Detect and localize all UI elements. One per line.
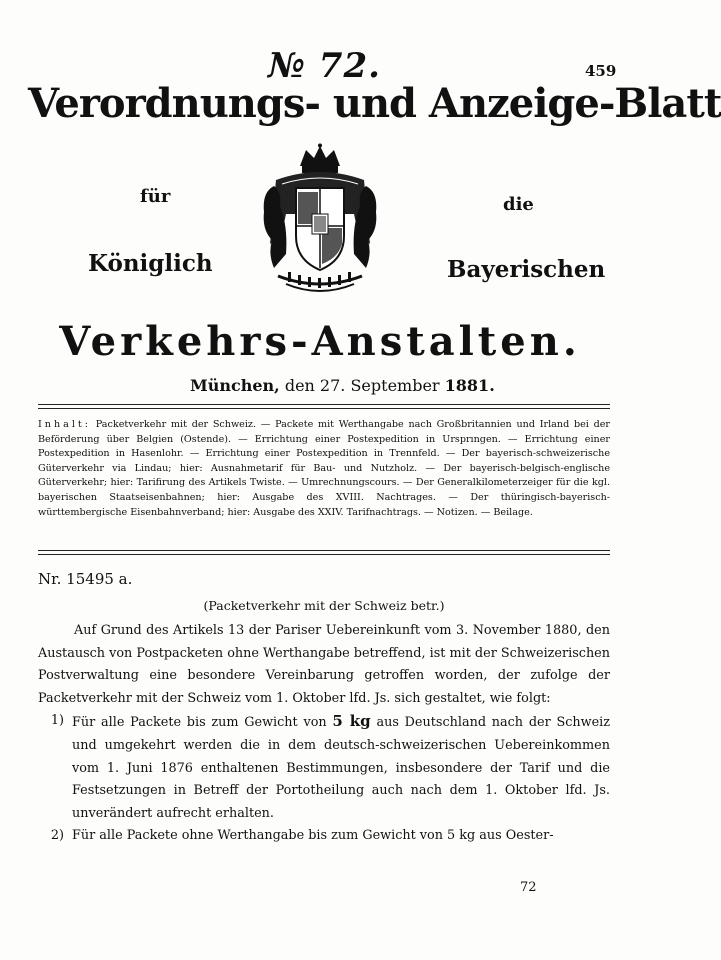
- table-of-contents: [38, 418, 610, 520]
- list-item: [38, 710, 610, 825]
- date-city: München,: [190, 376, 280, 395]
- item-text-a: Für alle Packete ohne Werthangabe bis zum Gewicht von 5 kg aus Oester-: [72, 828, 554, 844]
- toc-label: Inhalt:: [38, 419, 92, 430]
- article-intro: Auf Grund des Artikels 13 der Pariser Uebereinkunft vom 3. November 1880, den Austausch von Postpacketen ohne Werthangabe betreffend, ist mit der Schweizerischen Postverwaltung eine besondere Vereinbarung getroffen worden, der zufolge der Packetverkehr mit der Schweiz vom 1. Oktober lfd. Js. sich gestaltet, wie folgt:: [38, 623, 610, 706]
- list-item-number: 1): [50, 713, 64, 729]
- divider: [38, 404, 610, 405]
- divider: [38, 554, 610, 555]
- article-caption: (Packetverkehr mit der Schweiz betr.): [203, 598, 445, 613]
- list-item-number: 2): [50, 828, 64, 844]
- item-text-a: Für alle Packete bis zum Gewicht von: [72, 715, 327, 731]
- date-year: 1881.: [444, 376, 495, 395]
- date-rest: den 27. September: [284, 376, 440, 395]
- title-die: die: [503, 194, 534, 215]
- list-item-text: [72, 710, 610, 825]
- article-body: [38, 620, 610, 848]
- item-text-bold: 5 kg: [332, 712, 371, 731]
- coat-of-arms-icon: [258, 144, 382, 302]
- issue-number: № 72.: [268, 46, 381, 86]
- page-number: 459: [585, 62, 617, 80]
- title-fuer: für: [140, 186, 171, 207]
- title-bayerischen: Bayerischen: [447, 256, 606, 283]
- signature-mark: 72: [520, 880, 537, 895]
- divider: [38, 408, 610, 409]
- list-item: [38, 825, 610, 848]
- toc-text: Packetverkehr mit der Schweiz. — Packete mit Werthangabe nach Großbritannien und Irland bei der Beförderung über Belgien (Ostende). — Errichtung einer Postexpedition in Ursprıngen. — Errichtung einer Postexpedition in Hasenlohr. — Errichtung einer Postexpedition in Trennfeld. — Der bayerisch-schweizerische Güterverkehr via Lindau; hier: Ausnahmetarif für Bau- und Nutzholz. — Der bayerisch-belgisch-englische Güterverkehr; hier: Tarifirung des Artikels Twiste. — Umrechnungscours. — Der Generalkilometerzeiger für die kgl. bayerischen Staatseisenbahnen; hier: Ausgabe des XVIII. Nachtrages. — Der thüringisch-bayerisch-württembergische Eisenbahnverband; hier: Ausgabe des XXIV. Tarifnachtrags. — Notizen. — Beilage.: [38, 419, 610, 518]
- list-item-text: [72, 825, 610, 848]
- page-subtitle: Verkehrs-Anstalten.: [59, 318, 581, 365]
- article-number: Nr. 15495 a.: [38, 570, 133, 588]
- page-title: Verordnungs- und Anzeige-Blatt: [28, 80, 721, 127]
- title-koeniglich: Königlich: [88, 250, 213, 277]
- dateline: [190, 376, 495, 395]
- item-text-b: aus Deutschland nach der Schweiz und umgekehrt werden die in dem deutsch-schweizerischen Uebereinkommen vom 1. Juni 1876 enthaltenen Bestimmungen, insbesondere der Tarif und die Festsetzungen in Betreff der Portotheilung auch nach dem 1. Oktober lfd. Js. unverändert aufrecht erhalten.: [72, 715, 611, 821]
- divider: [38, 550, 610, 551]
